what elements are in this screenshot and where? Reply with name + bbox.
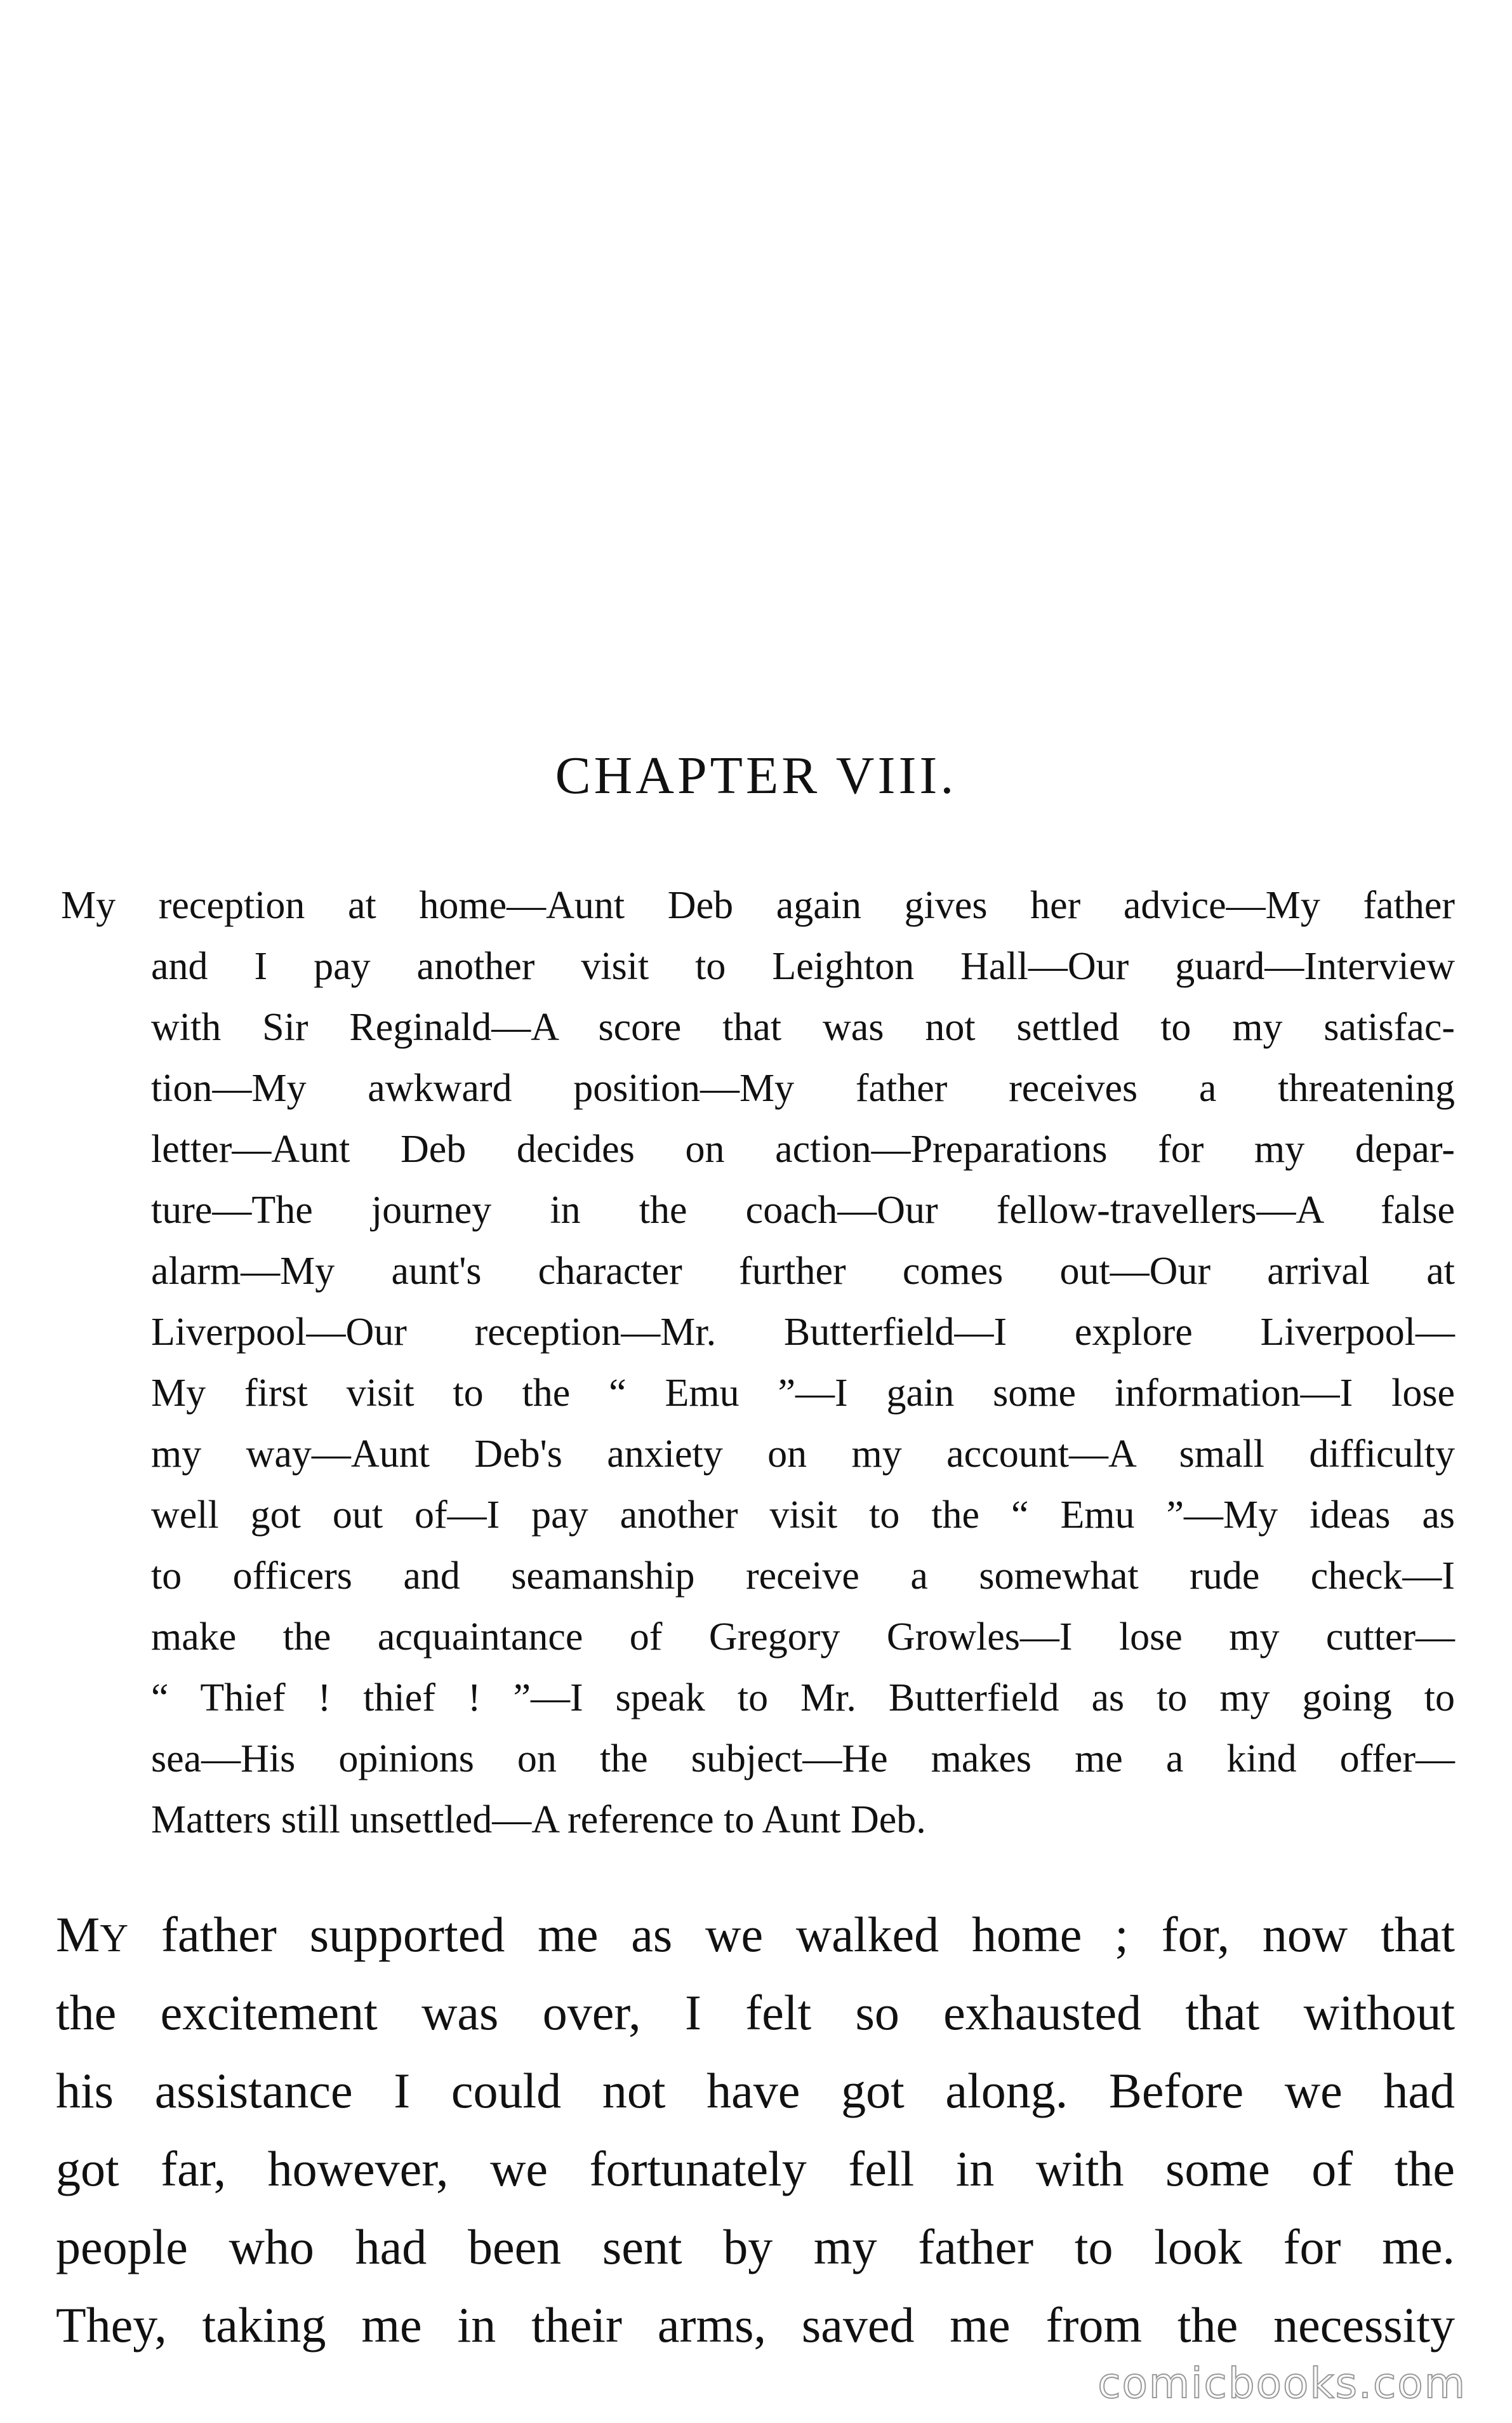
summary-line: with Sir Reginald—A score that was not settled to my satisfac- xyxy=(151,1006,1455,1049)
body-line: the excitement was over, I felt so exhausted that without xyxy=(56,1985,1455,2040)
summary-line: letter—Aunt Deb decides on action—Preparations for my depar- xyxy=(151,1128,1455,1171)
body-first-line-text: father supported me as we walked home ; for, now that xyxy=(128,1907,1455,1962)
watermark: comicbooks.com xyxy=(1098,2359,1466,2408)
chapter-summary xyxy=(61,875,1455,1850)
summary-line: sea—His opinions on the subject—He makes me a kind offer— xyxy=(151,1737,1455,1780)
summary-line: to officers and seamanship receive a somewhat rude check—I xyxy=(151,1554,1455,1598)
summary-line: and I pay another visit to Leighton Hall—Our guard—Interview xyxy=(151,945,1455,988)
body-line: They, taking me in their arms, saved me from the necessity xyxy=(56,2297,1455,2353)
summary-line: Liverpool—Our reception—Mr. Butterfield—I explore Liverpool— xyxy=(151,1311,1455,1354)
body-line: his assistance I could not have got along. Before we had xyxy=(56,2063,1455,2118)
body-smallcaps-letter: Y xyxy=(100,1917,129,1960)
body-line: got far, however, we fortunately fell in with some of the xyxy=(56,2141,1455,2196)
summary-line: well got out of—I pay another visit to the “ Emu ”—My ideas as xyxy=(151,1493,1455,1537)
body-first-line xyxy=(56,1895,1455,1973)
summary-line: tion—My awkward position—My father receives a threatening xyxy=(151,1067,1455,1110)
summary-line: make the acquaintance of Gregory Growles—I lose my cutter— xyxy=(151,1615,1455,1659)
chapter-title: CHAPTER VIII. xyxy=(555,746,957,805)
summary-line: My reception at home—Aunt Deb again gives her advice—My father xyxy=(61,884,1455,927)
summary-line: My first visit to the “ Emu ”—I gain some information—I lose xyxy=(151,1372,1455,1415)
body-line: people who had been sent by my father to look for me. xyxy=(56,2219,1455,2274)
summary-line: alarm—My aunt's character further comes out—Our arrival at xyxy=(151,1250,1455,1293)
summary-line: ture—The journey in the coach—Our fellow-travellers—A false xyxy=(151,1189,1455,1232)
summary-line: Matters still unsettled—A reference to Aunt Deb. xyxy=(151,1798,926,1841)
summary-line: “ Thief ! thief ! ”—I speak to Mr. Butterfield as to my going to xyxy=(151,1676,1455,1719)
body-initial-letter: M xyxy=(56,1907,100,1962)
body-text xyxy=(56,1895,1455,2364)
summary-line: my way—Aunt Deb's anxiety on my account—A small difficulty xyxy=(151,1432,1455,1476)
